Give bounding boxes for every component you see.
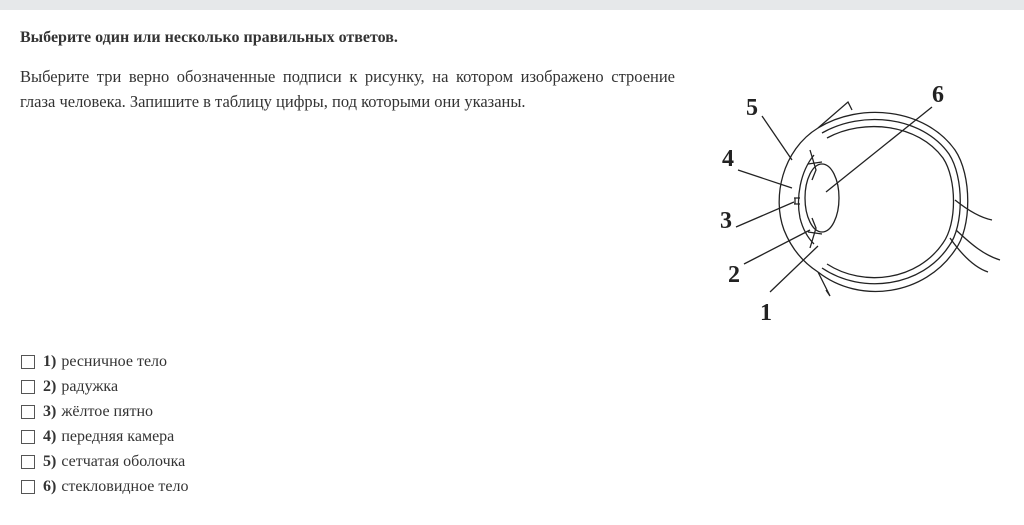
figure-label-1: 1 <box>760 300 772 326</box>
checkbox[interactable] <box>21 355 35 369</box>
option-number: 3) <box>43 402 57 420</box>
top-strip <box>0 0 1024 10</box>
answer-option-2[interactable] <box>21 374 188 399</box>
option-label: ресничное тело <box>61 352 168 370</box>
figure-label-5: 5 <box>746 95 758 121</box>
checkbox[interactable] <box>21 455 35 469</box>
option-number: 2) <box>43 377 57 395</box>
option-label: радужка <box>61 377 119 395</box>
checkbox[interactable] <box>21 380 35 394</box>
figure-label-2: 2 <box>728 262 740 288</box>
checkbox[interactable] <box>21 405 35 419</box>
question-text: Выберите три верно обозначенные подписи к рисунку, на котором изображено строение глаза человека. Запишите в таблицу цифры, под которыми они указаны. <box>20 67 675 111</box>
answer-options <box>21 349 188 499</box>
option-label: сетчатая оболочка <box>61 452 186 470</box>
checkbox[interactable] <box>21 430 35 444</box>
figure-label-4: 4 <box>722 146 734 172</box>
option-number: 1) <box>43 352 57 370</box>
answer-option-6[interactable] <box>21 474 188 499</box>
option-label: стекловидное тело <box>61 477 189 495</box>
option-number: 6) <box>43 477 57 495</box>
answer-option-4[interactable] <box>21 424 188 449</box>
option-label: жёлтое пятно <box>61 402 154 420</box>
option-number: 5) <box>43 452 57 470</box>
task-heading: Выберите один или несколько правильных ответов. <box>20 29 398 46</box>
checkbox[interactable] <box>21 480 35 494</box>
figure-label-3: 3 <box>720 208 732 234</box>
answer-option-1[interactable] <box>21 349 188 374</box>
option-number: 4) <box>43 427 57 445</box>
answer-option-5[interactable] <box>21 449 188 474</box>
answer-option-3[interactable] <box>21 399 188 424</box>
eye-structure-figure <box>700 80 1010 330</box>
figure-label-6: 6 <box>932 82 944 108</box>
option-label: передняя камера <box>61 427 175 445</box>
